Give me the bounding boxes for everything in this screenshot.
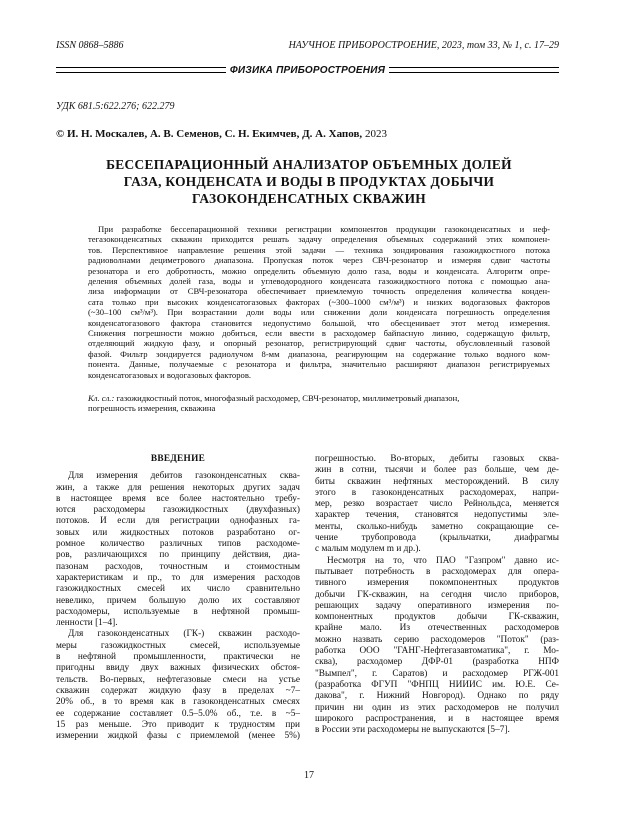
body-line: невелико, причем большую долю их составляют (56, 595, 300, 606)
body-line: ромное количество различных типов расходоме- (56, 539, 300, 550)
authors-line (56, 128, 387, 140)
body-line: сква), расходомер ДФР-01 (разработка НПФ (315, 657, 559, 668)
body-line: этого в газоконденсатных расходомерах, напри- (315, 487, 559, 498)
udk-code: УДК 681.5:622.276; 622.279 (56, 101, 175, 112)
copyright-year: 2023 (364, 128, 387, 140)
body-line: Несмотря на то, что ПАО "Газпром" давно ис- (327, 555, 559, 566)
body-line: компонентных продуктов добычи ГК-скважин, (315, 612, 559, 623)
body-line: ее содержание составляет 0.5–5.0% об., т.е. в ~5– (56, 708, 300, 719)
abstract-line: (~30–100 см³/м³). При возрастании доли воды или снижении доли конденсата погрешность определения (88, 307, 550, 318)
body-line: пытывает потребность в расходомерах для опера- (315, 566, 559, 577)
abstract-line: Снижения погрешности можно добиться, если ввести в расходомер байпасную линию, содержащую фильтр, (88, 328, 550, 339)
body-line: в настоящее время все более настоятельно требу- (56, 493, 300, 504)
body-line: работка ООО "ГАНГ-Нефтегазавтоматика", г. Мо- (315, 646, 559, 657)
abstract-line: тегазоконденсатных скважин приходится решать задачу определения объемных содержаний этих компонен- (88, 234, 550, 245)
rubric-rule-left (56, 67, 226, 73)
abstract-line: резонатора и его добротность, можно определить объемную долю газа, воды и конденсата. Алгоритм опре- (88, 265, 550, 276)
body-line: (разработка ФГУП "ФНПЦ НИИИС им. Ю.Е. Се- (315, 679, 559, 690)
abstract-line: тов. Перспективное направление решения этой задачи — техника зондирования газожидкостного потока (88, 244, 550, 255)
body-line: чение трубопровода (крыльчатки, диафрагмы (315, 533, 559, 544)
body-line: жин, а также для решения некоторых других задач (56, 482, 300, 493)
abstract-line: понента. Данные, получаемые с резонатора и фильтра, значительно расширяют диапазон регистрируемых (88, 359, 550, 370)
abstract-line: фазой. Фильтр зондируется радиолучом 8-мм диапазона, реагирующим на содержание только водного ком- (88, 348, 550, 359)
body-line: зовых или жидкостных потоков разработано ог- (56, 527, 300, 538)
running-header (56, 40, 559, 51)
issn: ISSN 0868–5886 (56, 40, 124, 51)
abstract-line: радиоволнами дециметрового диапазона. Пропуская поток через СВЧ-резонатор и измеряя сдвиг частоты (88, 255, 550, 266)
body-line: причин ни один из этих расходомеров не получил (315, 702, 559, 713)
body-line: ются расходомеры газожидкостных (двухфазных) (56, 505, 300, 516)
body-line: ров, различающихся по принципу действия, диа- (56, 550, 300, 561)
body-line: дакова", г. Нижний Новгород). Однако по ряду (315, 691, 559, 702)
left-column (56, 454, 300, 742)
body-line: решающих задачу оперативного измерения по- (315, 600, 559, 611)
body-line: Для газоконденсатных (ГК-) скважин расходо- (68, 629, 300, 640)
author-names: © И. Н. Москалев, А. В. Семенов, С. Н. Екимчев, Д. А. Хапов, (56, 128, 363, 140)
rubric-title: ФИЗИКА ПРИБОРОСТРОЕНИЯ (229, 64, 386, 76)
body-line: характер течения, становятся недопустимы эле- (315, 510, 559, 521)
body-line: в нефтяной промышленности, практически не (56, 652, 300, 663)
journal-citation: НАУЧНОЕ ПРИБОРОСТРОЕНИЕ, 2023, том 33, № 1, с. 17–29 (288, 40, 559, 51)
body-line: погрешностью. Во-вторых, дебиты газовых сква- (315, 454, 559, 464)
body-line: Для измерения дебитов газоконденсатных сква- (68, 471, 300, 482)
page-number: 17 (304, 770, 314, 781)
body-line: тельств. Во-первых, нефтегазовые смеси на устье (56, 674, 300, 685)
rubric-banner (56, 64, 559, 76)
keywords-label: Кл. сл.: (88, 393, 115, 403)
body-line: 15 раз меньше. Это приводит к трудностям при (56, 719, 300, 730)
body-line: добычи ГК-скважин, на сегодня число приборов, (315, 589, 559, 600)
body-line: меры газожидкостных смесей, используемые (56, 640, 300, 651)
abstract-line: лиза информации от СВЧ-резонатора обеспечивает приемлемую точность определения количества конден- (88, 286, 550, 297)
right-column (315, 454, 559, 736)
keywords-text: газожидкостный поток, многофазный расходомер, СВЧ-резонатор, миллиметровый диапазон, (114, 393, 460, 403)
keywords (88, 393, 550, 414)
body-line: пазонам расходов, точностным и стоимостным (56, 561, 300, 572)
body-line: потоков. И если для регистрации однофазных га- (56, 516, 300, 527)
abstract-line: деления объемных долей газа, воды и углеводородного конденсата газожидкостного потока с помощью ана- (88, 276, 550, 287)
body-line: жин в сотни, тысячи и более раз больше, чем де- (315, 465, 559, 476)
body-line: пригодны ввиду двух важных физических обстоя- (56, 663, 300, 674)
body-line: в России эти расходомеры не выпускаются [5–7]. (315, 725, 510, 736)
body-line: расходомеры, используемые в нефтяной промыш- (56, 606, 300, 617)
body-line: измерении жидкой фазы с приемлемой (менее 5%) (56, 731, 300, 742)
abstract-line: При разработке бессепарационной техники регистрации компонентов продукции газоконденсатных и неф- (98, 224, 550, 234)
keywords-line (88, 393, 550, 403)
rubric-rule-right (389, 67, 559, 73)
body-line: с малым модулем m и др.). (315, 544, 421, 555)
body-line: "Вымпел", г. Саратов) и расходомер РГЖ-001 (315, 668, 559, 679)
title-line: БЕССЕПАРАЦИОННЫЙ АНАЛИЗАТОР ОБЪЕМНЫХ ДОЛЕЙ (106, 157, 512, 172)
body-line: ленности [1–4]. (56, 618, 118, 629)
abstract (88, 224, 550, 380)
keywords-line: погрешность измерения, скважина (88, 403, 216, 414)
body-line: менты, сколько-нибудь заметно сокращающие се- (315, 521, 559, 532)
body-line: газожидкостных смесей их число сравнительно (56, 584, 300, 595)
abstract-line: конденсатогазовых и водогазовых факторов. (88, 369, 252, 380)
abstract-line: отделяющий жидкую фазу, и опорный резонатор, регистрирующий сдвиг частоты, обусловленный газовой (88, 338, 550, 349)
body-line: тивного измерения покомпонентных продуктов (315, 578, 559, 589)
body-line: широкого распространения, и в настоящее время (315, 713, 559, 724)
body-line: крайне мало. Из отечественных расходомеров (315, 623, 559, 634)
title-line: ГАЗА, КОНДЕНСАТА И ВОДЫ В ПРОДУКТАХ ДОБЫЧИ (123, 174, 495, 189)
body-line: мер, резко возрастает число Рейнольдса, меняется (315, 499, 559, 510)
body-line: можно назвать серию расходомеров "Поток" (раз- (315, 634, 559, 645)
body-line: характеристикам и пр., то для измерения расходов (56, 572, 300, 583)
abstract-line: сата только при высоких конденсатогазовых факторах (~300–1000 см³/м³) и низких водогазовых факторов (88, 296, 550, 307)
title-line: ГАЗОКОНДЕНСАТНЫХ СКВАЖИН (191, 191, 427, 206)
body-line: скважин содержат жидкую фазу в пределах ~7– (56, 685, 300, 696)
abstract-line: конденсатогазового фактора становится недопустимо большой, что обесценивает этот метод измерения. (88, 317, 550, 328)
body-line: 20% об., в то время как в газоконденсатных смесях (56, 697, 300, 708)
body-line: биты скважин нефтяных месторождений. В силу (315, 476, 559, 487)
paper-title (70, 156, 548, 207)
section-heading: ВВЕДЕНИЕ (150, 454, 206, 464)
